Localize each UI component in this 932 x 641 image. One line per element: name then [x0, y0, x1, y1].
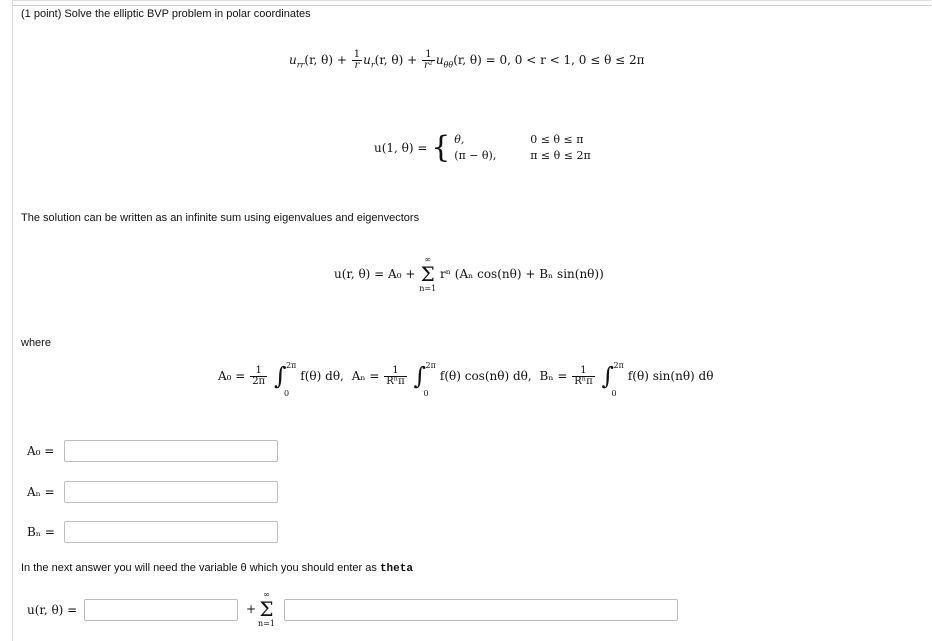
problem-header: (1 point) Solve the elliptic BVP problem in polar coordinates	[21, 8, 311, 20]
an-answer-label: Aₙ =	[27, 485, 55, 499]
pde-domain: (r, θ) = 0, 0 < r < 1, 0 ≤ θ ≤ 2π	[453, 53, 645, 67]
a0-formula-lhs: A₀ =	[218, 369, 246, 383]
series-formula	[334, 255, 604, 293]
pde-sub-rr: rr	[296, 60, 305, 70]
pde-frac-2: $\frac{1}{\text{r²}}$	[424, 49, 433, 71]
pde-args-2: (r, θ) +	[374, 53, 418, 67]
an-answer-input[interactable]	[64, 481, 278, 503]
bc-case2-value: (π − θ),	[454, 149, 497, 162]
a0-answer-label: A₀ =	[27, 444, 55, 458]
pde-frac-1: $\frac{1}{r}$	[353, 49, 361, 71]
a0-frac: $\frac{1}{2\pi}$	[252, 364, 266, 387]
bn-formula-lhs: Bₙ =	[539, 369, 568, 383]
pde-u-r-term: u	[363, 53, 371, 67]
u-series-input[interactable]	[284, 599, 678, 621]
bc-cases	[454, 132, 591, 164]
a0-answer-input[interactable]	[64, 440, 278, 462]
an-frac: $\frac{1}{\text{Rⁿπ}}$	[386, 364, 405, 387]
u-answer-label: u(r, θ) =	[27, 603, 78, 617]
bn-formula-body: f(θ) sin(nθ) dθ	[627, 369, 714, 383]
bc-brace: {	[431, 130, 451, 165]
series-lhs: u(r, θ) = A₀ +	[334, 267, 416, 281]
an-integral: ∫ 2π 0	[413, 361, 436, 398]
solution-intro: The solution can be written as an infinite sum using eigenvalues and eigenvectors	[21, 212, 420, 224]
an-formula-lhs: Aₙ =	[351, 369, 380, 383]
where-label: where	[21, 337, 51, 349]
pde-args-1: (r, θ) +	[304, 53, 347, 67]
theta-hint-text: In the next answer you will need the variable θ which you should enter as	[21, 562, 377, 574]
theta-hint-code: theta	[379, 563, 413, 575]
bc-case2-cond: π ≤ θ ≤ 2π	[530, 149, 591, 162]
pde-equation: $u_{rr}(r$, θ) + $\frac{1}{r}$ $u_r(r$, θ) + $\frac{1}{\text{r²}}$ $u_{\theta\theta}(r$, θ) = 0, 0 < r < 1, 0 ≤ θ ≤ 2π	[289, 49, 645, 71]
bc-case1-value: θ,	[454, 133, 465, 146]
an-formula-body: f(θ) cos(nθ) dθ,	[439, 369, 532, 383]
problem-panel	[12, 0, 931, 641]
bn-frac: $\frac{1}{\text{Rⁿπ}}$	[574, 364, 593, 387]
u-constant-input[interactable]	[84, 599, 238, 621]
series-sum-symbol: ∞ Σ n=1	[419, 255, 437, 293]
bc-case1-cond: 0 ≤ θ ≤ π	[530, 133, 584, 146]
coefficient-formulas	[218, 361, 714, 398]
u-plus-sign: +	[246, 602, 257, 616]
a0-integral: ∫ 2π 0	[273, 361, 297, 398]
boundary-condition	[374, 132, 591, 164]
pde-u-tt-term: u	[435, 53, 444, 67]
bn-integral: ∫ 2π 0	[601, 361, 624, 398]
bn-answer-input[interactable]	[64, 521, 278, 543]
pde-u-term: u	[289, 53, 297, 67]
bc-lhs: u(1, θ) =	[374, 141, 428, 155]
bn-answer-label: Bₙ =	[27, 525, 55, 539]
series-body: rⁿ (Aₙ cos(nθ) + Bₙ sin(nθ))	[440, 267, 604, 281]
u-sum-symbol: ∞ Σ n=1	[258, 590, 275, 628]
theta-hint	[21, 562, 413, 575]
a0-formula-body: f(θ) dθ,	[300, 369, 344, 383]
